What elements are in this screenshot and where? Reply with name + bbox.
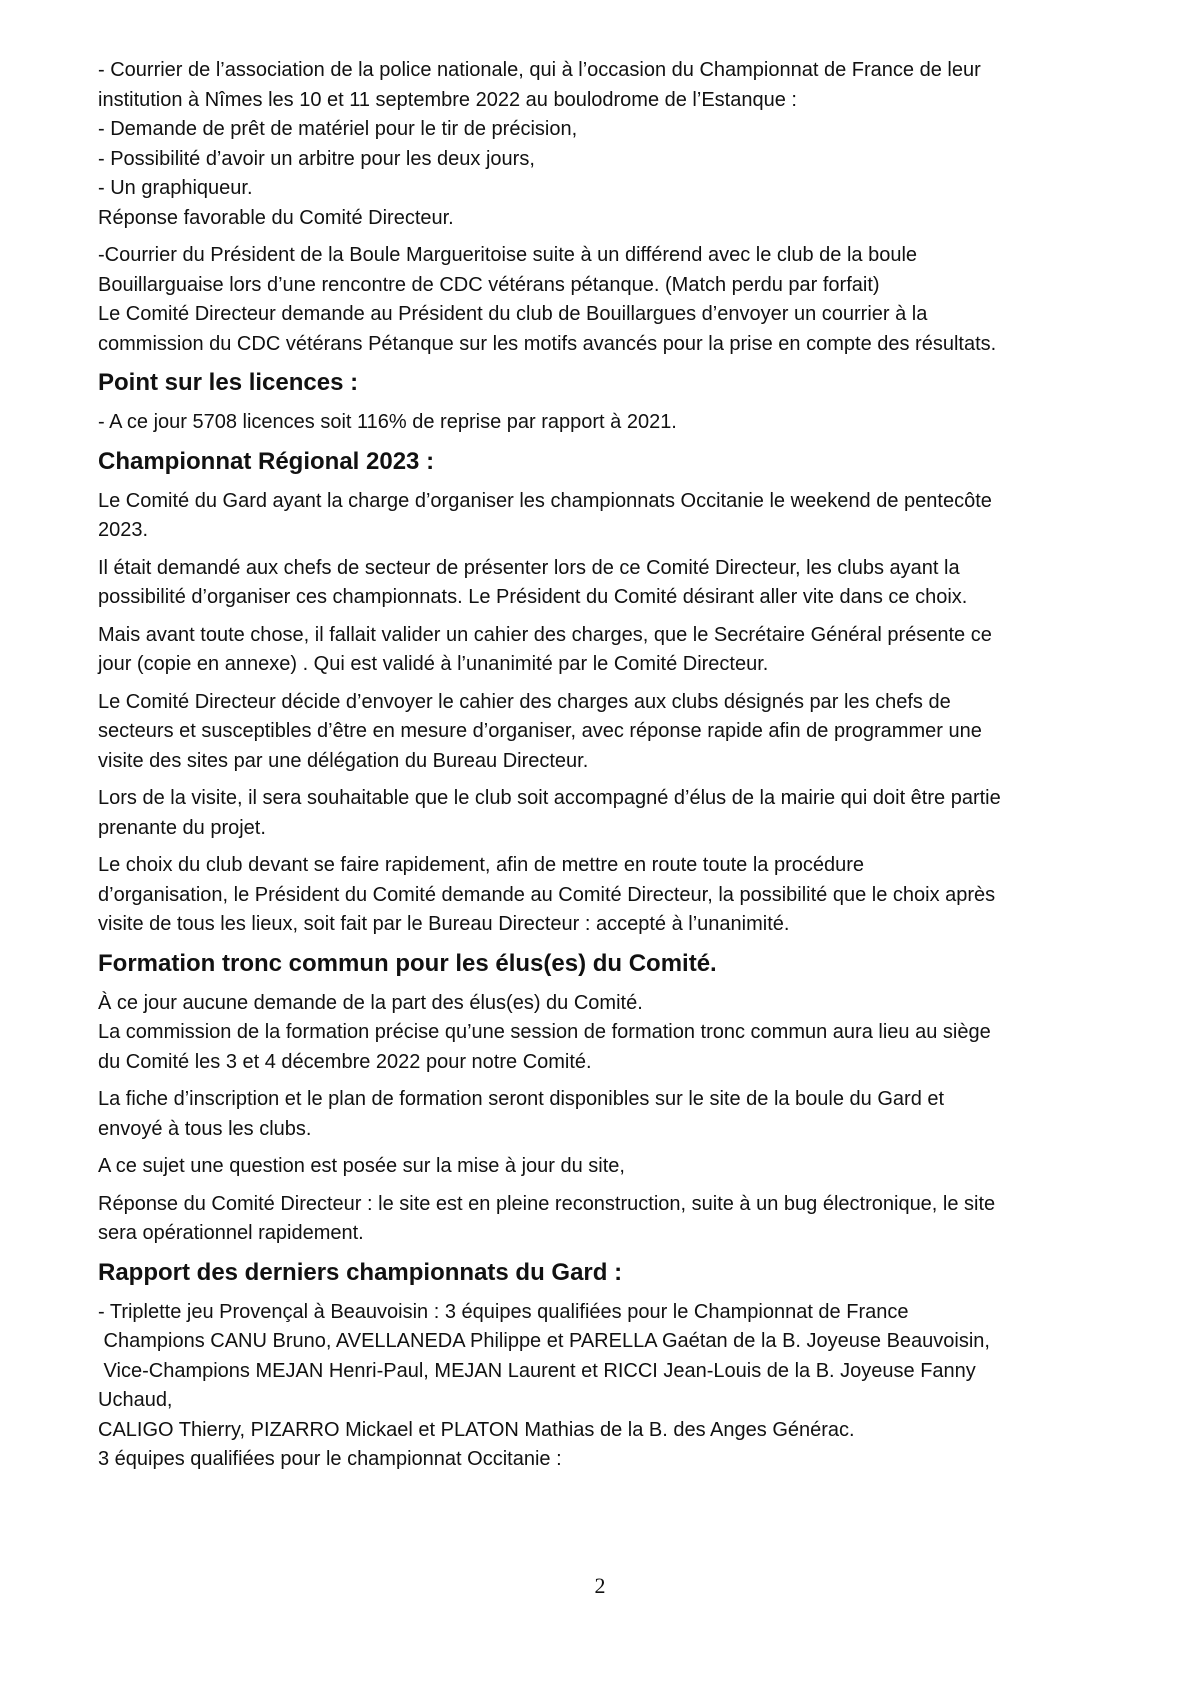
text-line: - Courrier de l’association de la police nationale, qui à l’occasion du Championnat de France de leur [98, 59, 981, 81]
text-line: - Triplette jeu Provençal à Beauvoisin : 3 équipes qualifiées pour le Championnat de France [98, 1300, 909, 1323]
paragraph [98, 241, 1138, 359]
text-line: 2023. [98, 519, 149, 541]
text-line: Le choix du club devant se faire rapidement, afin de mettre en route toute la procédure [98, 854, 865, 876]
text-line: visite de tous les lieux, soit fait par le Bureau Directeur : accepté à l’unanimité. [98, 913, 790, 935]
text-line: prenante du projet. [98, 816, 266, 839]
text-line: À ce jour aucune demande de la part des élus(es) du Comité. [98, 991, 643, 1014]
paragraph [98, 1298, 1138, 1475]
paragraph [98, 408, 1138, 438]
paragraph [98, 621, 1138, 680]
text-line: CALIGO Thierry, PIZARRO Mickael et PLATON Mathias de la B. des Anges Générac. [98, 1418, 855, 1441]
text-line: Réponse favorable du Comité Directeur. [98, 206, 454, 229]
text-line: - Possibilité d’avoir un arbitre pour les deux jours, [98, 147, 535, 170]
text-line: Le Comité Directeur décide d’envoyer le cahier des charges aux clubs désignés par les chefs de [98, 690, 951, 713]
text-line: Vice-Champions MEJAN Henri-Paul, MEJAN Laurent et RICCI Jean-Louis de la B. Joyeuse Fanny [98, 1359, 976, 1382]
text-line: Mais avant toute chose, il fallait valider un cahier des charges, que le Secrétaire Général présente ce [98, 623, 992, 646]
section-heading: Point sur les licences : [98, 369, 359, 396]
text-line: Réponse du Comité Directeur : le site est en pleine reconstruction, suite à un bug électronique, le site [98, 1192, 996, 1215]
paragraph [98, 1190, 1138, 1249]
text-line: sera opérationnel rapidement. [98, 1222, 364, 1244]
text-line: 3 équipes qualifiées pour le championnat Occitanie : [98, 1448, 562, 1470]
text-line: - A ce jour 5708 licences soit 116% de reprise par rapport à 2021. [98, 411, 677, 433]
text-line: Uchaud, [98, 1389, 173, 1411]
paragraph [98, 1085, 1138, 1144]
section [98, 1257, 1138, 1475]
section [98, 948, 1138, 1249]
text-line: commission du CDC vétérans Pétanque sur les motifs avancés pour la prise en compte des résultats. [98, 332, 997, 355]
text-line: jour (copie en annexe) . Qui est validé à l’unanimité par le Comité Directeur. [98, 653, 769, 675]
document-page [98, 56, 1138, 1483]
section-heading: Rapport des derniers championnats du Gard : [98, 1258, 623, 1286]
paragraph [98, 784, 1138, 843]
section-heading: Championnat Régional 2023 : [98, 447, 435, 475]
text-line: - Un graphiqueur. [98, 177, 253, 199]
section-heading: Formation tronc commun pour les élus(es) du Comité. [98, 949, 717, 977]
text-line: Le Comité Directeur demande au Président du club de Bouillargues d’envoyer un courrier à la [98, 303, 928, 325]
paragraph [98, 851, 1138, 940]
text-line: -Courrier du Président de la Boule Margueritoise suite à un différend avec le club de la boule [98, 244, 918, 266]
text-line: visite des sites par une délégation du Bureau Directeur. [98, 749, 589, 772]
text-line: A ce sujet une question est posée sur la mise à jour du site, [98, 1155, 625, 1177]
paragraph [98, 1152, 1138, 1182]
text-line: envoyé à tous les clubs. [98, 1117, 312, 1140]
text-line: Le Comité du Gard ayant la charge d’organiser les championnats Occitanie le weekend de pentecôte [98, 489, 992, 512]
paragraph [98, 688, 1138, 777]
text-line: Bouillarguaise lors d’une rencontre de CDC vétérans pétanque. (Match perdu par forfait) [98, 273, 880, 296]
section [98, 367, 1138, 438]
paragraph [98, 56, 1138, 233]
section [98, 56, 1138, 359]
section [98, 446, 1138, 940]
text-line: Champions CANU Bruno, AVELLANEDA Philippe et PARELLA Gaétan de la B. Joyeuse Beauvoisin, [98, 1330, 990, 1352]
text-line: institution à Nîmes les 10 et 11 septembre 2022 au boulodrome de l’Estanque : [98, 88, 797, 111]
text-line: La commission de la formation précise qu’une session de formation tronc commun aura lieu au siège [98, 1021, 991, 1043]
text-line: d’organisation, le Président du Comité demande au Comité Directeur, la possibilité que le choix après [98, 883, 996, 906]
paragraph [98, 487, 1138, 546]
page-number: 2 [594, 1573, 606, 1598]
text-line: Lors de la visite, il sera souhaitable que le club soit accompagné d’élus de la mairie qui doit être partie [98, 787, 1001, 809]
text-line: Il était demandé aux chefs de secteur de présenter lors de ce Comité Directeur, les clubs ayant la [98, 556, 960, 579]
text-line: - Demande de prêt de matériel pour le tir de précision, [98, 118, 578, 140]
paragraph [98, 989, 1138, 1078]
text-line: possibilité d’organiser ces championnats. Le Président du Comité désirant aller vite dans ce choix. [98, 586, 968, 608]
text-line: La fiche d’inscription et le plan de formation seront disponibles sur le site de la boule du Gard et [98, 1088, 945, 1110]
text-line: secteurs et susceptibles d’être en mesure d’organiser, avec réponse rapide afin de programmer une [98, 720, 982, 742]
text-line: du Comité les 3 et 4 décembre 2022 pour notre Comité. [98, 1050, 592, 1073]
paragraph [98, 554, 1138, 613]
